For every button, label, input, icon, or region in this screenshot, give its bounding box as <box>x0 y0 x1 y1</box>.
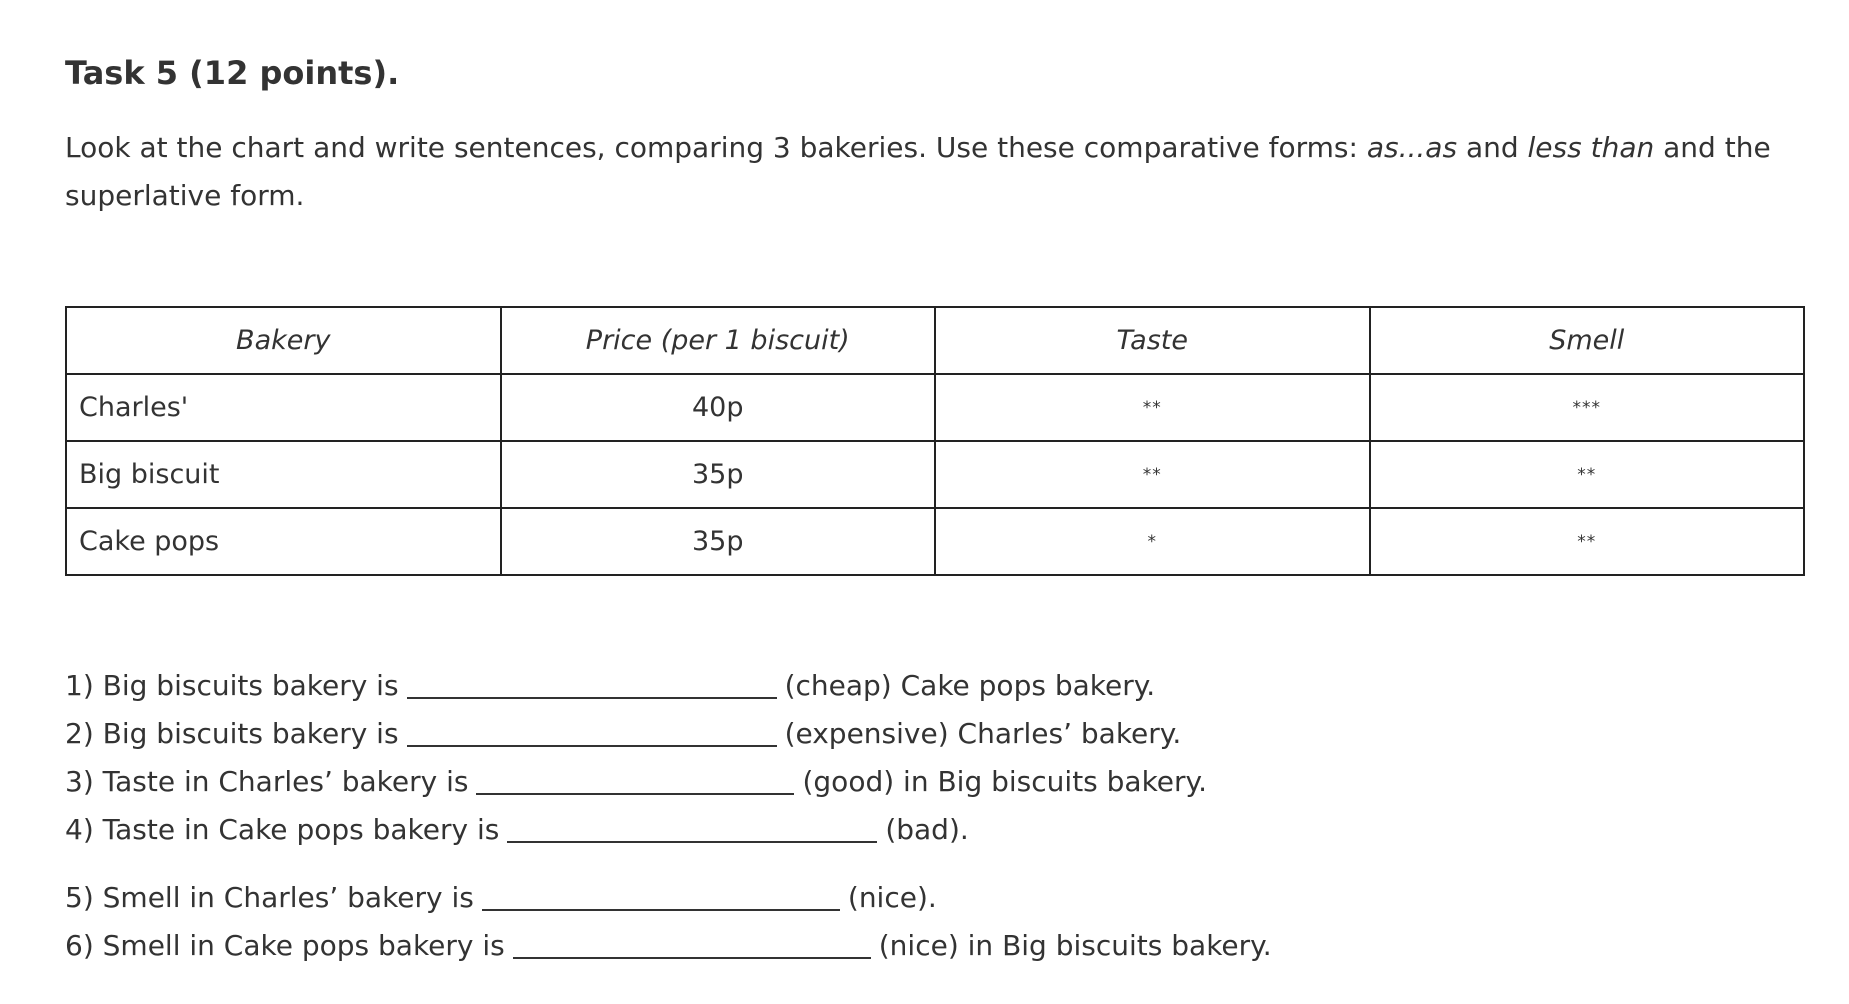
task-title: Task 5 (12 points). <box>65 54 400 92</box>
header-taste: Taste <box>935 307 1370 374</box>
bakery-chart-table <box>65 306 1805 576</box>
cell-price: 35p <box>501 441 936 508</box>
exercise-prompt: 2) Big biscuits bakery is <box>65 717 399 750</box>
instruction-and: and <box>1457 131 1528 164</box>
exercise-item <box>65 758 1805 806</box>
table-row <box>66 508 1804 575</box>
header-bakery: Bakery <box>66 307 501 374</box>
instruction-text: Look at the chart and write sentences, comparing 3 bakeries. Use these comparative forms: <box>65 131 1367 164</box>
task-instruction <box>65 124 1785 220</box>
answer-blank[interactable] <box>407 717 777 747</box>
cell-price: 40p <box>501 374 936 441</box>
exercise-prompt: 5) Smell in Charles’ bakery is <box>65 881 474 914</box>
exercise-hint: (bad). <box>885 813 969 846</box>
exercise-item <box>65 806 1805 854</box>
cell-taste-rating: ** <box>935 441 1370 508</box>
cell-bakery: Cake pops <box>66 508 501 575</box>
exercise-hint: (cheap) Cake pops bakery. <box>784 669 1156 702</box>
exercise-prompt: 6) Smell in Cake pops bakery is <box>65 929 505 962</box>
answer-blank[interactable] <box>476 765 794 795</box>
cell-bakery: Charles' <box>66 374 501 441</box>
answer-blank[interactable] <box>407 669 777 699</box>
exercise-hint: (expensive) Charles’ bakery. <box>784 717 1182 750</box>
table-row <box>66 374 1804 441</box>
cell-price: 35p <box>501 508 936 575</box>
cell-bakery: Big biscuit <box>66 441 501 508</box>
exercise-prompt: 1) Big biscuits bakery is <box>65 669 399 702</box>
exercise-hint: (nice) in Big biscuits bakery. <box>878 929 1272 962</box>
exercise-item <box>65 710 1805 758</box>
exercise-item <box>65 922 1805 970</box>
instruction-text-end: and the superlative form. <box>65 131 1771 212</box>
cell-taste-rating: ** <box>935 374 1370 441</box>
cell-smell-rating: ** <box>1370 508 1805 575</box>
exercise-hint: (good) in Big biscuits bakery. <box>802 765 1208 798</box>
header-price: Price (per 1 biscuit) <box>501 307 936 374</box>
exercise-prompt: 4) Taste in Cake pops bakery is <box>65 813 500 846</box>
table-row <box>66 441 1804 508</box>
table-header-row <box>66 307 1804 374</box>
instruction-form-as-as: as...as <box>1366 131 1458 164</box>
answer-blank[interactable] <box>482 881 840 911</box>
cell-taste-rating: * <box>935 508 1370 575</box>
exercise-hint: (nice). <box>847 881 937 914</box>
cell-smell-rating: *** <box>1370 374 1805 441</box>
exercise-prompt: 3) Taste in Charles’ bakery is <box>65 765 469 798</box>
cell-smell-rating: ** <box>1370 441 1805 508</box>
exercise-item <box>65 662 1805 710</box>
header-smell: Smell <box>1370 307 1805 374</box>
exercise-item <box>65 874 1805 922</box>
exercise-list <box>65 662 1805 970</box>
instruction-form-less-than: less than <box>1527 131 1655 164</box>
answer-blank[interactable] <box>507 813 877 843</box>
answer-blank[interactable] <box>513 929 871 959</box>
